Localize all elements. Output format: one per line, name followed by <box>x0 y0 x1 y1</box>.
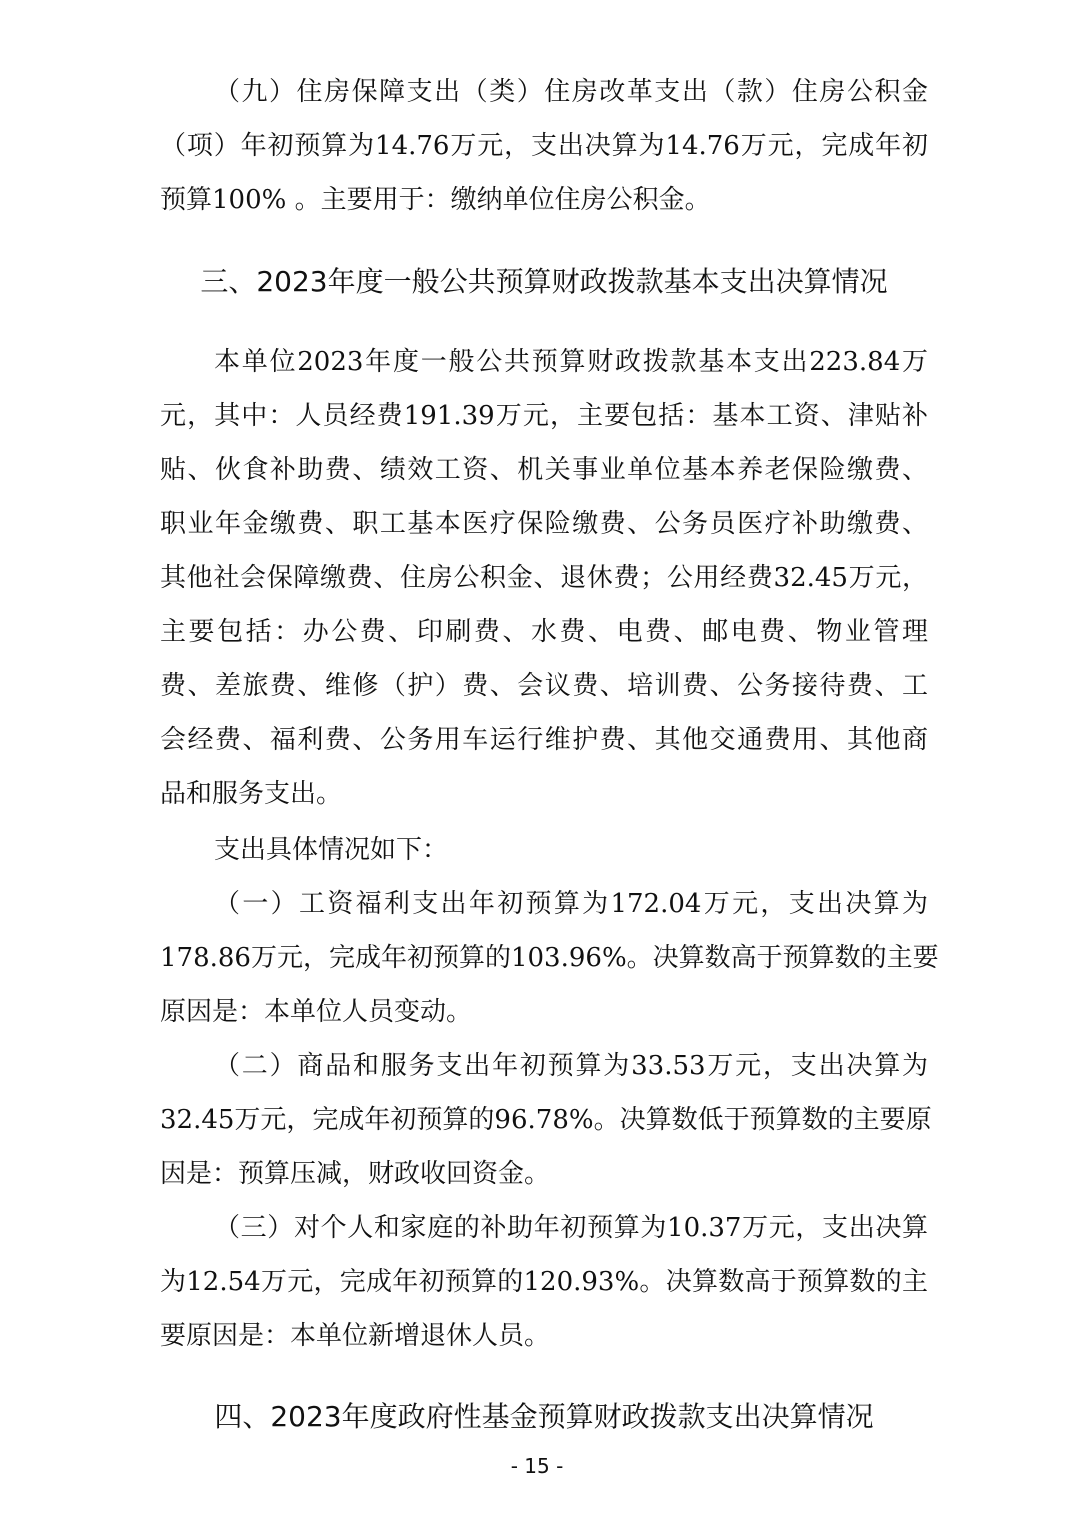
text-line: 职业年金缴费、职工基本医疗保险缴费、公务员医疗补助缴费、 <box>160 509 928 539</box>
text-line: 会经费、福利费、公务用车运行维护费、其他交通费用、其他商 <box>160 725 928 755</box>
text-line: （项）年初预算为14.76万元，支出决算为14.76万元，完成年初 <box>160 131 928 161</box>
text-line: 品和服务支出。 <box>160 779 343 809</box>
text-line: 费、差旅费、维修（护）费、会议费、培训费、公务接待费、工 <box>160 671 928 701</box>
text-line: 元，其中：人员经费191.39万元，主要包括：基本工资、津贴补 <box>160 401 928 431</box>
section-heading-4: 四、2023年度政府性基金预算财政拨款支出决算情况 <box>214 1400 874 1433</box>
text-line: （一）工资福利支出年初预算为172.04万元，支出决算为 <box>214 889 928 919</box>
text-line: 原因是：本单位人员变动。 <box>160 997 473 1027</box>
text-line: （二）商品和服务支出年初预算为33.53万元，支出决算为 <box>214 1051 928 1081</box>
text-line: 贴、伙食补助费、绩效工资、机关事业单位基本养老保险缴费、 <box>160 455 928 485</box>
text-line: 主要包括：办公费、印刷费、水费、电费、邮电费、物业管理 <box>160 617 928 647</box>
text-line: 预算100% 。主要用于：缴纳单位住房公积金。 <box>160 185 711 215</box>
text-line: （三）对个人和家庭的补助年初预算为10.37万元，支出决算 <box>214 1213 928 1243</box>
text-line: （九）住房保障支出（类）住房改革支出（款）住房公积金 <box>214 77 928 107</box>
text-line: 178.86万元，完成年初预算的103.96%。决算数高于预算数的主要 <box>160 943 939 973</box>
text-line: 为12.54万元，完成年初预算的120.93%。决算数高于预算数的主 <box>160 1267 928 1297</box>
text-line: 本单位2023年度一般公共预算财政拨款基本支出223.84万 <box>214 347 928 377</box>
text-line: 因是：预算压减，财政收回资金。 <box>160 1159 551 1189</box>
page-number: - 15 - <box>510 1454 564 1478</box>
text-line: 其他社会保障缴费、住房公积金、退休费；公用经费32.45万元， <box>160 563 928 593</box>
details-intro: 支出具体情况如下： <box>214 835 449 865</box>
text-line: 要原因是：本单位新增退休人员。 <box>160 1321 551 1351</box>
section-heading-3: 三、2023年度一般公共预算财政拨款基本支出决算情况 <box>200 265 888 298</box>
text-line: 32.45万元，完成年初预算的96.78%。决算数低于预算数的主要原 <box>160 1105 932 1135</box>
